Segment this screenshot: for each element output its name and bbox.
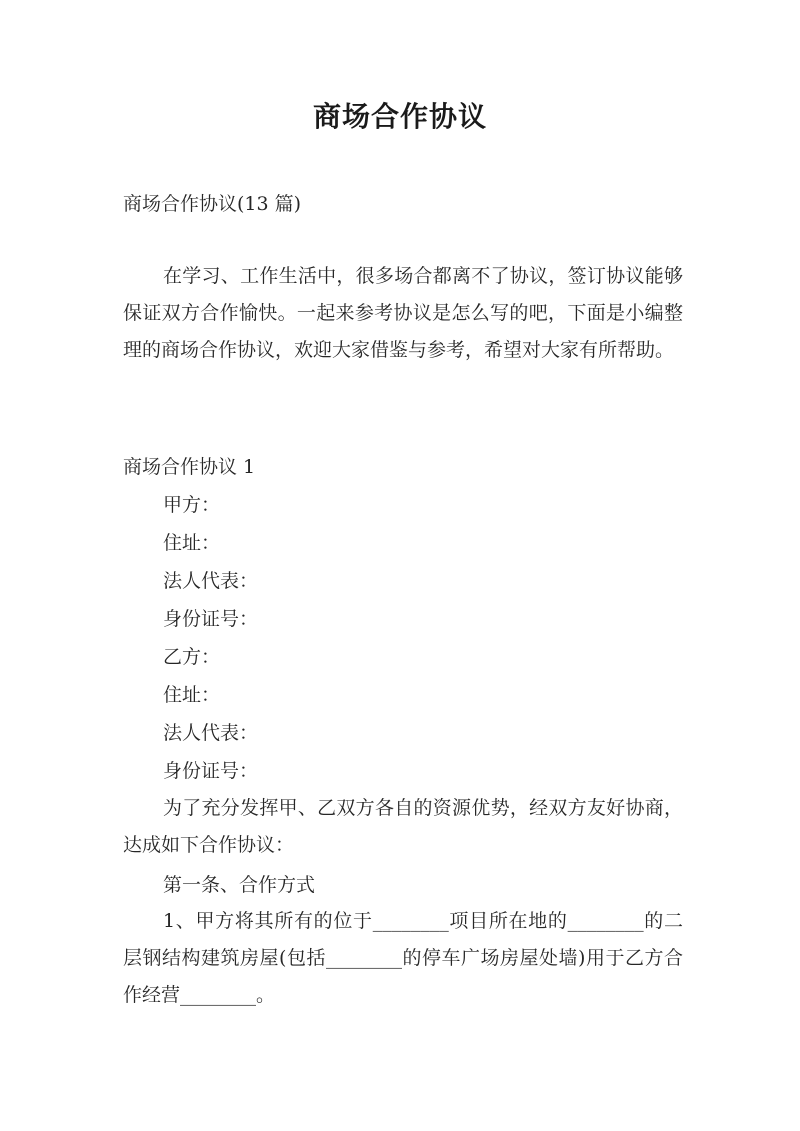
party-a-address-label: 住址： xyxy=(163,532,221,554)
section-heading: 商场合作协议 1 xyxy=(123,456,256,478)
party-b-legal-rep-label: 法人代表： xyxy=(163,722,259,744)
intro-paragraph: 在学习、工作生活中，很多场合都离不了协议，签订协议能够保证双方合作愉快。一起来参考协议是怎么写的吧，下面是小编整理的商场合作协议，欢迎大家借鉴与参考，希望对大家有所帮助。 xyxy=(123,265,683,361)
purpose-paragraph: 为了充分发挥甲、乙双方各自的资源优势，经双方友好协商，达成如下合作协议： xyxy=(123,797,683,856)
document-title: 商场合作协议 xyxy=(312,100,487,133)
party-b-address-label: 住址： xyxy=(163,684,221,706)
document-subtitle: 商场合作协议(13 篇) xyxy=(123,193,302,215)
party-b-id-label: 身份证号： xyxy=(163,760,259,782)
clause-1-paragraph: 1、甲方将其所有的位于________项目所在地的________的二层钢结构建筑房屋(包括________的停车广场房屋处墙)用于乙方合作经营________。 xyxy=(123,910,683,1006)
party-a-id-label: 身份证号： xyxy=(163,608,259,630)
party-a-legal-rep-label: 法人代表： xyxy=(163,570,259,592)
party-b-label: 乙方： xyxy=(163,646,221,668)
party-a-label: 甲方： xyxy=(163,494,221,516)
article-heading: 第一条、合作方式 xyxy=(163,874,316,896)
